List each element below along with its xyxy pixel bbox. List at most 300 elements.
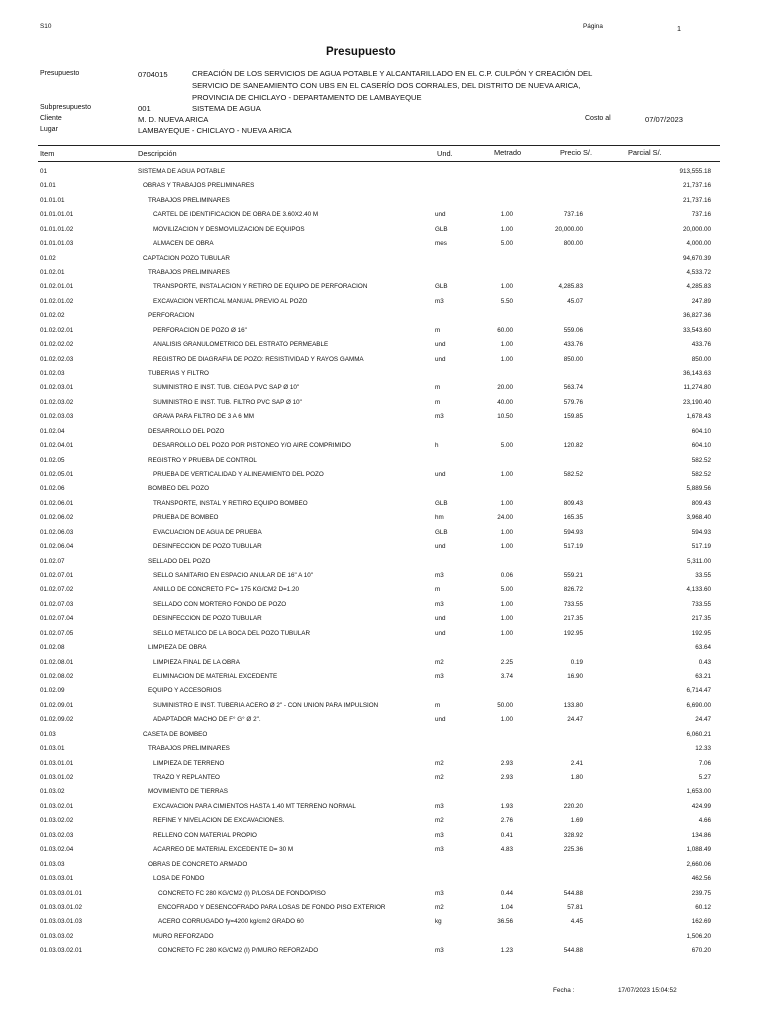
row-item-code: 01.02.02: [40, 312, 65, 320]
row-metrado: 3.74: [500, 673, 513, 681]
row-parcial: 247.89: [691, 297, 711, 305]
table-row: [0, 801, 768, 815]
row-description: EXCAVACION VERTICAL MANUAL PREVIO AL POZO: [153, 297, 308, 305]
costo-date: 07/07/2023: [645, 115, 684, 124]
row-description: TRABAJOS PRELIMINARES: [148, 269, 230, 276]
row-metrado: 4.83: [500, 846, 513, 854]
row-metrado: 0.41: [500, 831, 513, 839]
row-unit: und: [435, 471, 446, 479]
row-unit: h: [435, 442, 439, 450]
presupuesto-code: 0704015: [138, 70, 168, 79]
row-precio: 192.95: [563, 629, 583, 637]
row-metrado: 1.00: [500, 225, 513, 233]
row-precio: 2.41: [570, 759, 583, 767]
row-precio: 594.93: [563, 528, 583, 536]
row-description: DESARROLLO DEL POZO: [148, 427, 225, 435]
row-parcial: 239.75: [691, 889, 711, 897]
row-unit: m3: [435, 802, 444, 810]
col-item: Item: [40, 149, 55, 158]
table-row: [0, 613, 768, 627]
table-row: [0, 469, 768, 483]
row-item-code: 01.02.02.03: [40, 355, 74, 363]
table-row: [0, 685, 768, 699]
row-unit: und: [435, 355, 446, 363]
row-parcial: 5,889.56: [686, 485, 711, 493]
row-parcial: 2,660.06: [686, 860, 711, 868]
row-description: SISTEMA DE AGUA POTABLE: [138, 168, 226, 175]
table-row: [0, 556, 768, 570]
row-unit: m2: [435, 759, 444, 767]
table-row: [0, 873, 768, 887]
row-description: PRUEBA DE BOMBEO: [153, 514, 219, 522]
row-unit: m: [435, 701, 441, 709]
row-description: EXCAVACION PARA CIMIENTOS HASTA 1.40 MT TERRENO NORMAL: [153, 802, 356, 810]
row-precio: 165.35: [563, 514, 583, 522]
row-description: TRANSPORTE, INSTALACION Y RETIRO DE EQUIPO DE PERFORACION: [153, 283, 368, 291]
table-row: [0, 224, 768, 238]
row-description: TUBERIAS Y FILTRO: [148, 370, 209, 378]
row-metrado: 1.00: [500, 600, 513, 608]
row-parcial: 192.95: [691, 629, 711, 637]
subpresupuesto-label: Subpresupuesto: [40, 104, 91, 111]
row-description: SELLADO DEL POZO: [148, 557, 211, 565]
row-parcial: 6,714.47: [686, 687, 711, 695]
subpresupuesto-code: 001: [138, 104, 151, 113]
row-parcial: 4.66: [698, 817, 711, 825]
row-item-code: 01.03.02.01: [40, 802, 74, 810]
row-metrado: 10.50: [497, 413, 513, 421]
row-parcial: 217.35: [691, 615, 711, 623]
row-parcial: 1,653.00: [686, 788, 711, 796]
row-item-code: 01.02.02.02: [40, 341, 74, 349]
row-item-code: 01.01: [40, 182, 56, 190]
table-row: [0, 902, 768, 916]
row-metrado: 5.00: [500, 240, 513, 248]
row-unit: GLB: [435, 225, 448, 233]
table-row: [0, 815, 768, 829]
row-precio: 225.36: [563, 846, 583, 854]
row-description: TRANSPORTE, INSTAL Y RETIRO EQUIPO BOMBEO: [153, 499, 308, 507]
row-metrado: 1.00: [500, 543, 513, 551]
row-unit: m3: [435, 846, 444, 854]
row-precio: 220.20: [563, 802, 583, 810]
row-description: EVACUACION DE AGUA DE PRUEBA: [153, 528, 262, 536]
table-row: [0, 584, 768, 598]
row-description: LIMPIEZA DE OBRA: [148, 644, 207, 652]
table-row: [0, 440, 768, 454]
row-precio: 120.82: [563, 442, 583, 450]
row-item-code: 01.03: [40, 730, 56, 738]
row-metrado: 1.00: [500, 211, 513, 219]
row-metrado: 0.06: [500, 572, 513, 580]
table-row: [0, 743, 768, 757]
row-precio: 24.47: [567, 716, 583, 724]
row-unit: GLB: [435, 283, 448, 291]
row-item-code: 01.02.09.01: [40, 701, 74, 709]
row-description: MOVIMIENTO DE TIERRAS: [148, 788, 228, 796]
row-item-code: 01.01.01.03: [40, 240, 74, 248]
row-description: PRUEBA DE VERTICALIDAD Y ALINEAMIENTO DEL POZO: [153, 471, 324, 479]
row-unit: mes: [435, 240, 447, 248]
row-parcial: 604.10: [691, 442, 711, 450]
row-item-code: 01.03.03.02.01: [40, 947, 83, 955]
row-parcial: 594.93: [691, 528, 711, 536]
table-row: [0, 729, 768, 743]
row-metrado: 1.93: [500, 802, 513, 810]
row-parcial: 36,143.63: [682, 370, 711, 378]
row-precio: 544.88: [563, 947, 583, 955]
table-row: [0, 830, 768, 844]
row-parcial: 63.21: [695, 673, 711, 681]
row-item-code: 01.03.03.01: [40, 875, 74, 883]
row-parcial: 134.86: [691, 831, 711, 839]
row-item-code: 01.02.04: [40, 427, 65, 435]
row-parcial: 1,506.20: [686, 932, 711, 940]
header-top-rule: [38, 145, 720, 146]
row-precio: 559.21: [563, 572, 583, 580]
row-unit: m3: [435, 889, 444, 897]
row-description: LIMPIEZA FINAL DE LA OBRA: [153, 658, 240, 666]
row-description: MOVILIZACION Y DESMOVILIZACION DE EQUIPOS: [153, 225, 305, 233]
row-unit: und: [435, 341, 446, 349]
row-precio: 4,285.83: [558, 283, 583, 291]
table-row: [0, 700, 768, 714]
row-metrado: 36.56: [497, 918, 513, 926]
row-item-code: 01: [40, 168, 48, 175]
row-precio: 517.19: [563, 543, 583, 551]
row-item-code: 01.02.07.04: [40, 615, 74, 623]
table-row: [0, 325, 768, 339]
row-precio: 45.07: [567, 297, 583, 305]
table-row: [0, 671, 768, 685]
row-metrado: 40.00: [497, 398, 513, 406]
row-metrado: 1.00: [500, 283, 513, 291]
row-item-code: 01.02.07.01: [40, 572, 74, 580]
row-description: CAPTACION POZO TUBULAR: [143, 254, 230, 262]
row-parcial: 6,690.00: [686, 701, 711, 709]
row-description: DESARROLLO DEL POZO POR PISTONEO Y/O AIRE COMPRIMIDO: [153, 442, 351, 450]
row-precio: 850.00: [563, 355, 583, 363]
row-parcial: 433.76: [691, 341, 711, 349]
row-parcial: 162.69: [691, 918, 711, 926]
table-row: [0, 310, 768, 324]
lugar-value: LAMBAYEQUE - CHICLAYO - NUEVA ARICA: [138, 126, 292, 135]
row-item-code: 01.02.03.01: [40, 384, 74, 392]
row-description: CONCRETO FC 280 KG/CM2 (I) P/LOSA DE FONDO/PISO: [158, 889, 326, 897]
row-item-code: 01.01.01: [40, 196, 65, 204]
row-item-code: 01.02.03.02: [40, 398, 74, 406]
row-parcial: 1,088.49: [686, 846, 711, 854]
table-row: [0, 195, 768, 209]
row-item-code: 01.02.05.01: [40, 471, 74, 479]
row-precio: 0.19: [570, 658, 583, 666]
row-description: SELLO METALICO DE LA BOCA DEL POZO TUBULAR: [153, 629, 311, 637]
row-description: ANILLO DE CONCRETO F'C= 175 KG/CM2 D=1.20: [153, 586, 299, 594]
row-description: RELLENO CON MATERIAL PROPIO: [153, 831, 257, 839]
row-description: TRABAJOS PRELIMINARES: [148, 196, 230, 204]
table-row: [0, 426, 768, 440]
row-item-code: 01.03.01.01: [40, 759, 74, 767]
page-title: Presupuesto: [326, 46, 396, 58]
row-description: CONCRETO FC 280 KG/CM2 (I) P/MURO REFORZADO: [158, 947, 319, 955]
row-unit: m2: [435, 903, 444, 911]
row-parcial: 809.43: [691, 499, 711, 507]
row-item-code: 01.02.06.01: [40, 499, 74, 507]
row-parcial: 36,827.36: [682, 312, 711, 320]
row-item-code: 01.03.03.01.03: [40, 918, 83, 926]
row-item-code: 01.02.02.01: [40, 326, 74, 334]
row-precio: 433.76: [563, 341, 583, 349]
presupuesto-desc-line-2: SERVICIO DE SANEAMIENTO CON UBS EN EL CASERÍO DOS CORRALES, DEL DISTRITO DE NUEVA ARICA,: [192, 81, 581, 90]
row-description: CARTEL DE IDENTIFICACION DE OBRA DE 3.60X2.40 M: [153, 211, 319, 219]
row-description: ALMACEN DE OBRA: [153, 240, 214, 248]
row-unit: und: [435, 543, 446, 551]
lugar-label: Lugar: [40, 126, 58, 133]
table-row: [0, 397, 768, 411]
row-precio: 328.92: [563, 831, 583, 839]
row-item-code: 01.03.02.03: [40, 831, 74, 839]
table-row: [0, 714, 768, 728]
row-description: OBRAS DE CONCRETO ARMADO: [148, 860, 248, 868]
row-parcial: 4,285.83: [686, 283, 711, 291]
row-description: ANALISIS GRANULOMETRICO DEL ESTRATO PERMEABLE: [153, 341, 329, 349]
row-parcial: 3,968.40: [686, 514, 711, 522]
row-description: CASETA DE BOMBEO: [143, 730, 208, 738]
row-item-code: 01.02.09.02: [40, 716, 74, 724]
table-row: [0, 512, 768, 526]
table-row: [0, 368, 768, 382]
row-parcial: 7.06: [698, 759, 711, 767]
row-metrado: 1.23: [500, 947, 513, 955]
row-parcial: 737.16: [691, 211, 711, 219]
row-precio: 544.88: [563, 889, 583, 897]
row-description: REFINE Y NIVELACION DE EXCAVACIONES.: [153, 817, 285, 825]
row-description: GRAVA PARA FILTRO DE 3 A 6 MM: [153, 413, 255, 421]
row-description: REGISTRO Y PRUEBA DE CONTROL: [148, 456, 257, 464]
row-item-code: 01.02.01: [40, 269, 65, 276]
table-row: [0, 498, 768, 512]
row-item-code: 01.02.09: [40, 687, 65, 695]
row-parcial: 21,737.16: [682, 182, 711, 190]
row-unit: m2: [435, 774, 444, 782]
row-parcial: 604.10: [691, 427, 711, 435]
row-unit: m2: [435, 817, 444, 825]
row-precio: 826.72: [563, 586, 583, 594]
row-parcial: 582.52: [691, 456, 711, 464]
page-number: 1: [677, 24, 681, 33]
row-description: TRABAJOS PRELIMINARES: [148, 745, 230, 753]
row-item-code: 01.02.03.03: [40, 413, 74, 421]
row-parcial: 424.99: [691, 802, 711, 810]
row-metrado: 24.00: [497, 514, 513, 522]
row-item-code: 01.03.03.01.02: [40, 903, 83, 911]
row-metrado: 20.00: [497, 384, 513, 392]
row-description: SUMINISTRO E INST. TUB. FILTRO PVC SAP Ø 10": [153, 398, 302, 406]
table-row: [0, 180, 768, 194]
row-item-code: 01.02.07: [40, 557, 65, 565]
row-description: SUMINISTRO E INST. TUBERIA ACERO Ø 2" - CON UNION PARA IMPULSION: [153, 701, 379, 709]
row-description: LOSA DE FONDO: [153, 875, 205, 883]
row-item-code: 01.03.03.01.01: [40, 889, 83, 897]
table-row: [0, 541, 768, 555]
row-item-code: 01.03.02: [40, 788, 65, 796]
table-row: [0, 238, 768, 252]
row-parcial: 33,543.60: [682, 326, 711, 334]
row-description: DESINFECCION DE POZO TUBULAR: [153, 543, 262, 551]
presupuesto-desc-line-1: CREACIÓN DE LOS SERVICIOS DE AGUA POTABLE Y ALCANTARILLADO EN EL C.P. CULPÓN Y CREACIÓN DEL: [192, 69, 593, 78]
row-precio: 582.52: [563, 471, 583, 479]
row-unit: m3: [435, 831, 444, 839]
row-precio: 1.80: [570, 774, 583, 782]
table-row: [0, 166, 768, 180]
row-precio: 563.74: [563, 384, 583, 392]
row-unit: m: [435, 384, 441, 392]
table-row: [0, 599, 768, 613]
row-parcial: 5.27: [698, 774, 711, 782]
table-row: [0, 339, 768, 353]
row-parcial: 850.00: [691, 355, 711, 363]
row-precio: 579.76: [563, 398, 583, 406]
row-precio: 809.43: [563, 499, 583, 507]
row-parcial: 60.12: [695, 903, 711, 911]
row-item-code: 01.03.03.02: [40, 932, 74, 940]
row-item-code: 01.02.06.04: [40, 543, 74, 551]
row-parcial: 12.33: [695, 745, 711, 753]
table-row: [0, 888, 768, 902]
row-description: SELLADO CON MORTERO FONDO DE POZO: [153, 600, 287, 608]
col-parcial: Parcial S/.: [628, 148, 662, 157]
row-description: SELLO SANITARIO EN ESPACIO ANULAR DE 16" A 10": [153, 572, 313, 580]
cliente-value: M. D. NUEVA ARICA: [138, 115, 209, 124]
row-metrado: 5.50: [500, 297, 513, 305]
col-und: Und.: [437, 149, 453, 158]
row-metrado: 5.00: [500, 442, 513, 450]
fecha-label: Fecha :: [553, 987, 575, 994]
row-parcial: 5,311.00: [686, 557, 711, 565]
table-row: [0, 382, 768, 396]
table-row: [0, 859, 768, 873]
row-precio: 800.00: [563, 240, 583, 248]
table-row: [0, 657, 768, 671]
row-item-code: 01.02.04.01: [40, 442, 74, 450]
row-unit: hm: [435, 514, 444, 522]
presupuesto-label: Presupuesto: [40, 70, 80, 77]
table-row: [0, 527, 768, 541]
page-label: Página: [583, 23, 603, 30]
table-row: [0, 844, 768, 858]
row-item-code: 01.03.02.04: [40, 846, 74, 854]
row-unit: und: [435, 211, 446, 219]
row-parcial: 33.55: [695, 572, 711, 580]
row-description: ACARREO DE MATERIAL EXCEDENTE D= 30 M: [153, 846, 294, 854]
row-item-code: 01.01.01.02: [40, 225, 74, 233]
table-row: [0, 772, 768, 786]
row-description: DESINFECCION DE POZO TUBULAR: [153, 615, 262, 623]
row-parcial: 20,000.00: [682, 225, 711, 233]
row-metrado: 1.04: [500, 903, 513, 911]
report-code: S10: [40, 23, 52, 30]
subpresupuesto-desc: SISTEMA DE AGUA: [192, 104, 261, 113]
table-row: [0, 931, 768, 945]
row-parcial: 670.20: [691, 947, 711, 955]
row-item-code: 01.02.05: [40, 456, 65, 464]
row-precio: 16.90: [567, 673, 583, 681]
row-unit: und: [435, 716, 446, 724]
row-precio: 217.35: [563, 615, 583, 623]
row-description: ADAPTADOR MACHO DE F° G° Ø 2".: [153, 716, 261, 724]
table-row: [0, 916, 768, 930]
row-parcial: 733.55: [691, 600, 711, 608]
presupuesto-desc-line-3: PROVINCIA DE CHICLAYO - DEPARTAMENTO DE LAMBAYEQUE: [192, 93, 422, 102]
row-parcial: 462.56: [691, 875, 711, 883]
row-description: ACERO CORRUGADO fy=4200 kg/cm2 GRADO 60: [158, 918, 304, 926]
row-metrado: 1.00: [500, 499, 513, 507]
row-parcial: 0.43: [698, 658, 711, 666]
row-parcial: 4,133.60: [686, 586, 711, 594]
row-item-code: 01.02.03: [40, 370, 65, 378]
row-precio: 159.85: [563, 413, 583, 421]
row-description: SUMINISTRO E INST. TUB. CIEGA PVC SAP Ø 10": [153, 384, 300, 392]
col-precio: Precio S/.: [560, 148, 593, 157]
row-unit: m3: [435, 413, 444, 421]
row-metrado: 2.25: [500, 658, 513, 666]
row-description: LIMPIEZA DE TERRENO: [153, 759, 225, 767]
row-description: ENCOFRADO Y DESENCOFRADO PARA LOSAS DE FONDO PISO EXTERIOR: [158, 903, 386, 911]
row-parcial: 21,737.16: [682, 196, 711, 204]
row-unit: m3: [435, 572, 444, 580]
row-item-code: 01.02.06.02: [40, 514, 74, 522]
table-row: [0, 411, 768, 425]
col-descripcion: Descripción: [138, 149, 177, 158]
row-metrado: 1.00: [500, 471, 513, 479]
row-unit: und: [435, 615, 446, 623]
row-item-code: 01.02.08.02: [40, 673, 74, 681]
row-item-code: 01.03.03: [40, 860, 65, 868]
row-unit: m: [435, 326, 441, 334]
row-item-code: 01.03.01.02: [40, 774, 74, 782]
row-unit: m3: [435, 673, 444, 681]
row-item-code: 01.02.01.02: [40, 297, 74, 305]
table-row: [0, 253, 768, 267]
row-description: TRAZO Y REPLANTEO: [153, 774, 220, 782]
row-item-code: 01.01.01.01: [40, 211, 74, 219]
row-metrado: 1.00: [500, 528, 513, 536]
row-unit: m: [435, 586, 441, 594]
table-row: [0, 209, 768, 223]
row-unit: GLB: [435, 528, 448, 536]
row-parcial: 6,060.21: [686, 730, 711, 738]
row-parcial: 63.64: [695, 644, 711, 652]
row-item-code: 01.02.08: [40, 644, 65, 652]
col-metrado: Metrado: [494, 148, 522, 157]
row-description: ELIMINACION DE MATERIAL EXCEDENTE: [153, 673, 278, 681]
row-precio: 4.45: [570, 918, 583, 926]
row-item-code: 01.02.07.03: [40, 600, 74, 608]
table-row: [0, 455, 768, 469]
row-metrado: 1.00: [500, 615, 513, 623]
row-metrado: 5.00: [500, 586, 513, 594]
row-metrado: 2.93: [500, 759, 513, 767]
table-row: [0, 281, 768, 295]
row-parcial: 4,000.00: [686, 240, 711, 248]
row-item-code: 01.02.07.05: [40, 629, 74, 637]
row-description: REGISTRO DE DIAGRAFIA DE POZO: RESISTIVIDAD Y RAYOS GAMMA: [153, 355, 364, 363]
row-metrado: 60.00: [497, 326, 513, 334]
table-row: [0, 786, 768, 800]
table-row: [0, 296, 768, 310]
row-unit: m3: [435, 297, 444, 305]
header-bottom-rule: [38, 161, 720, 162]
